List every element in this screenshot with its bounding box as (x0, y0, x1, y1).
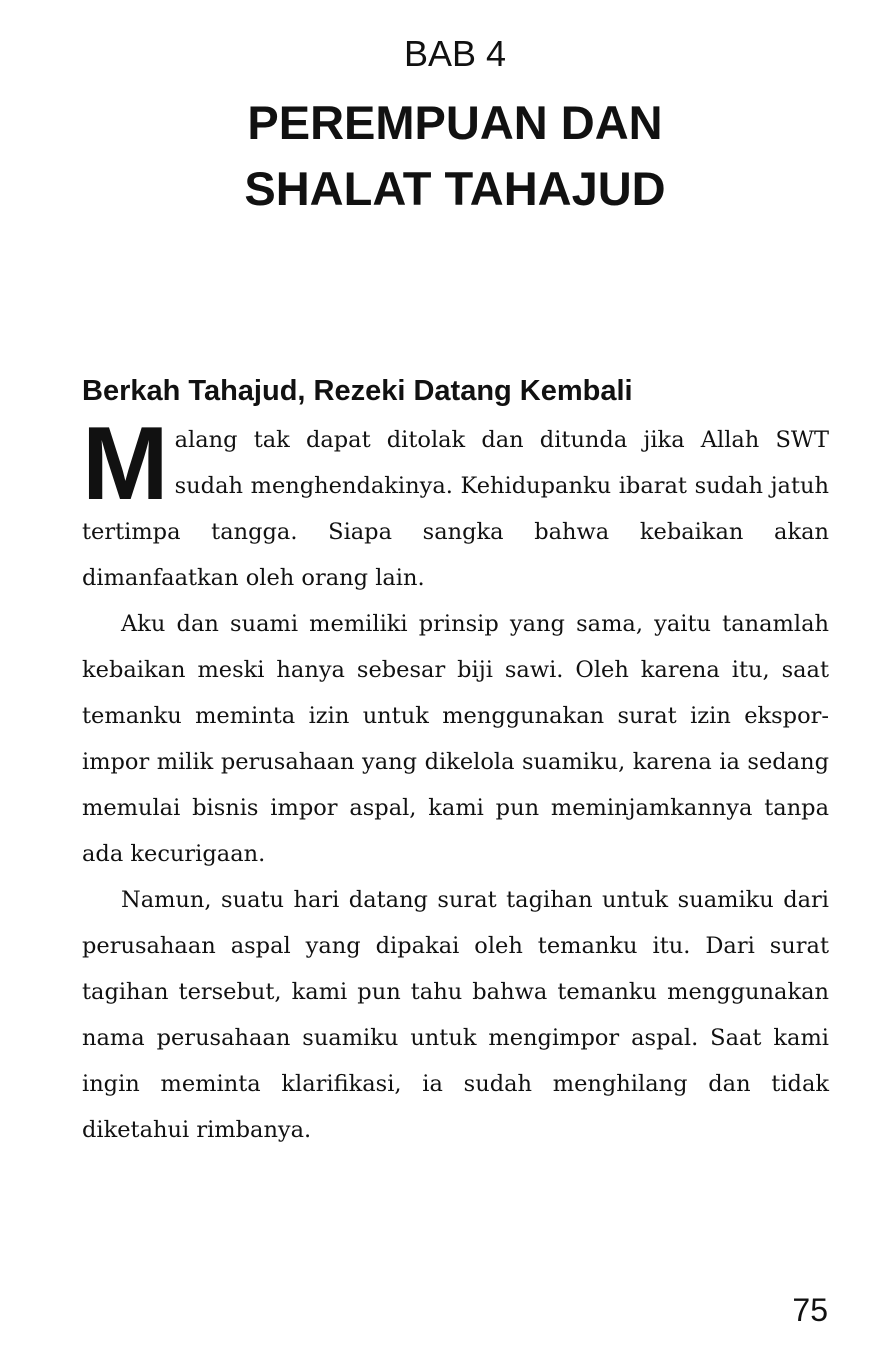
body-text (82, 406, 829, 1153)
page-number: 75 (792, 1292, 828, 1328)
paragraph-1-text: alang tak dapat ditolak dan ditunda jika Allah SWT sudah menghendakinya. Kehidupanku ibarat sudah jatuh tertimpa tangga. Siapa sangka bahwa kebaikan akan dimanfaatkan oleh orang lain. (82, 427, 829, 591)
paragraph-1 (82, 406, 829, 601)
chapter-title-line-2: SHALAT TAHAJUD (244, 162, 666, 215)
chapter-title (0, 90, 872, 222)
section-heading: Berkah Tahajud, Rezeki Datang Kembali (82, 375, 633, 407)
paragraph-2: Aku dan suami memiliki prinsip yang sama, yaitu tanamlah kebaikan meski hanya sebesar biji sawi. Oleh karena itu, saat temanku meminta izin untuk menggunakan surat izin ekspor-impor milik perusahaan yang dikelola suamiku, karena ia sedang memulai bisnis impor aspal, kami pun meminjamkannya tanpa ada kecurigaan. (82, 611, 829, 867)
chapter-label: BAB 4 (403, 33, 507, 74)
chapter-title-line-1: PEREMPUAN DAN (247, 96, 663, 149)
drop-cap: M (82, 406, 169, 522)
paragraph-3: Namun, suatu hari datang surat tagihan untuk suamiku dari perusahaan aspal yang dipakai oleh temanku itu. Dari surat tagihan tersebut, kami pun tahu bahwa temanku menggunakan nama perusahaan suamiku untuk mengimpor aspal. Saat kami ingin meminta klarifikasi, ia sudah menghilang dan tidak diketahui rimbanya. (82, 887, 829, 1143)
